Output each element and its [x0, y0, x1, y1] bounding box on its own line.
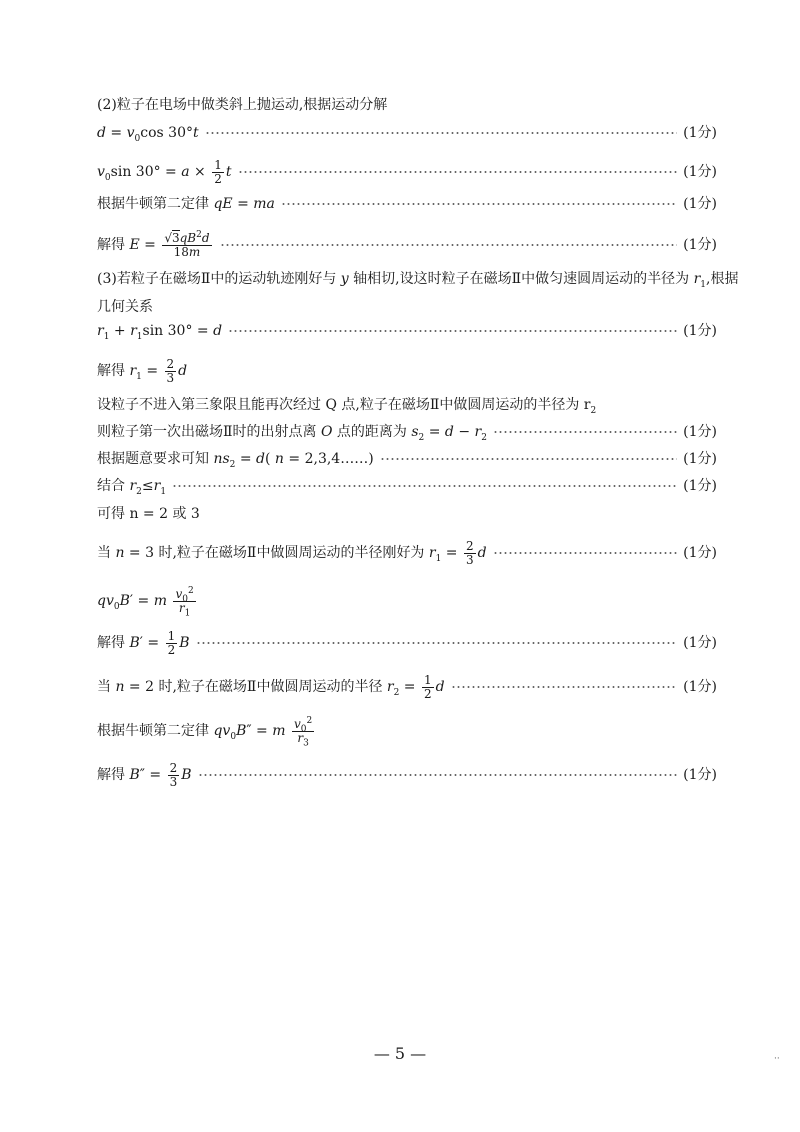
- equation-text: 当 n = 2 时,粒子在磁场Ⅱ中做圆周运动的半径 $r_2$ = $\frac{1}{2}$ d: [97, 673, 445, 701]
- text-content: 设粒子不进入第三象限且能再次经过 Q 点,粒子在磁场Ⅱ中做圆周运动的半径为 r: [97, 397, 591, 413]
- equation-text: $r_1 + r_1\sin$ 30° = d: [97, 323, 223, 342]
- dot-leader: [198, 774, 678, 776]
- dot-leader: [238, 171, 678, 173]
- score-label: (1分): [683, 545, 717, 562]
- equation-line: 根据牛顿第二定律 $qv_0B'' = m$ $\frac{v_0^2}{r_3}$: [97, 716, 313, 748]
- score-label: (1分): [683, 323, 717, 339]
- equation-text: $v_0\sin$ 30° = a × $\frac{1}{2}$ t: [97, 158, 232, 186]
- equation-text: 解得 B′ = $\frac{1}{2}$ B: [97, 629, 190, 657]
- score-label: (1分): [683, 451, 717, 467]
- score-label: (1分): [683, 196, 717, 212]
- dot-leader: [228, 330, 677, 332]
- heading-text: (2)粒子在电场中做类斜上抛运动,根据运动分解: [97, 97, 388, 113]
- dot-leader: [205, 132, 678, 134]
- equation-row: [97, 424, 717, 443]
- equation-row: [97, 540, 717, 566]
- equation-row: [97, 323, 717, 342]
- result-line: 解得 $r_1$ = $\frac{2}{3}$ d: [97, 357, 188, 385]
- equation-row: [97, 630, 717, 656]
- dot-leader: [281, 203, 677, 205]
- equation-row: [97, 159, 717, 185]
- score-label: (1分): [683, 635, 717, 652]
- equation-text: 解得 B″ = $\frac{2}{3}$ B: [97, 761, 192, 789]
- page-number: — 5 —: [373, 1044, 427, 1063]
- equation-text: 根据题意要求可知 $ns_2 = d$( n = 2,3,4……): [97, 451, 374, 470]
- score-label: (1分): [683, 478, 717, 494]
- equation-row: [97, 197, 717, 211]
- section-3-heading: (3)若粒子在磁场Ⅱ中的运动轨迹刚好与 y 轴相切,设这时粒子在磁场Ⅱ中做匀速圆周运动的半径为 $r_1$,根据: [97, 271, 739, 290]
- equation-row: [97, 232, 717, 258]
- equation-row: [97, 674, 717, 700]
- equation-text: $d = v_0\cos$ 30°t: [97, 125, 199, 144]
- dot-leader: [220, 244, 678, 246]
- equation-text: 根据牛顿第二定律 qE = ma: [97, 196, 275, 212]
- equation-row: [97, 762, 717, 788]
- dot-leader: [380, 458, 677, 460]
- equation-text: 解得 E = $\frac{√3qB^2d}{18m}$: [97, 230, 210, 259]
- dot-leader: [493, 431, 677, 433]
- text-line: [97, 507, 200, 521]
- dot-leader: [493, 552, 678, 554]
- equation-row: [97, 451, 717, 470]
- score-label: (1分): [683, 424, 717, 440]
- equation-text: 当 n = 3 时,粒子在磁场Ⅱ中做圆周运动的半径刚好为 $r_1$ = $\frac{2}{3}$ d: [97, 539, 487, 567]
- equation-row: [97, 125, 717, 144]
- text-content: 可得 n = 2 或 3: [97, 506, 200, 522]
- score-label: (1分): [683, 767, 717, 784]
- equation-row: [97, 478, 717, 497]
- dot-leader: [196, 642, 678, 644]
- equation-text: 结合 $r_2\le r_1$: [97, 478, 167, 497]
- score-label: (1分): [683, 237, 717, 254]
- dot-leader: [451, 686, 678, 688]
- score-label: (1分): [683, 679, 717, 696]
- score-label: (1分): [683, 125, 717, 141]
- equation-line: $qv_0B' = m$ $\frac{v_0^2}{r_1}$: [97, 586, 194, 618]
- scan-mark: ··: [774, 1054, 780, 1064]
- section-2-heading: [97, 98, 387, 112]
- dot-leader: [172, 485, 677, 487]
- score-label: (1分): [683, 164, 717, 181]
- text-line: 设粒子不进入第三象限且能再次经过 Q 点,粒子在磁场Ⅱ中做圆周运动的半径为 $r_2$: [97, 397, 597, 416]
- section-3-heading-cont: 几何关系: [97, 299, 153, 315]
- equation-text: 则粒子第一次出磁场Ⅱ时的出射点离 O 点的距离为 $s_2 = d - r_2$: [97, 424, 487, 443]
